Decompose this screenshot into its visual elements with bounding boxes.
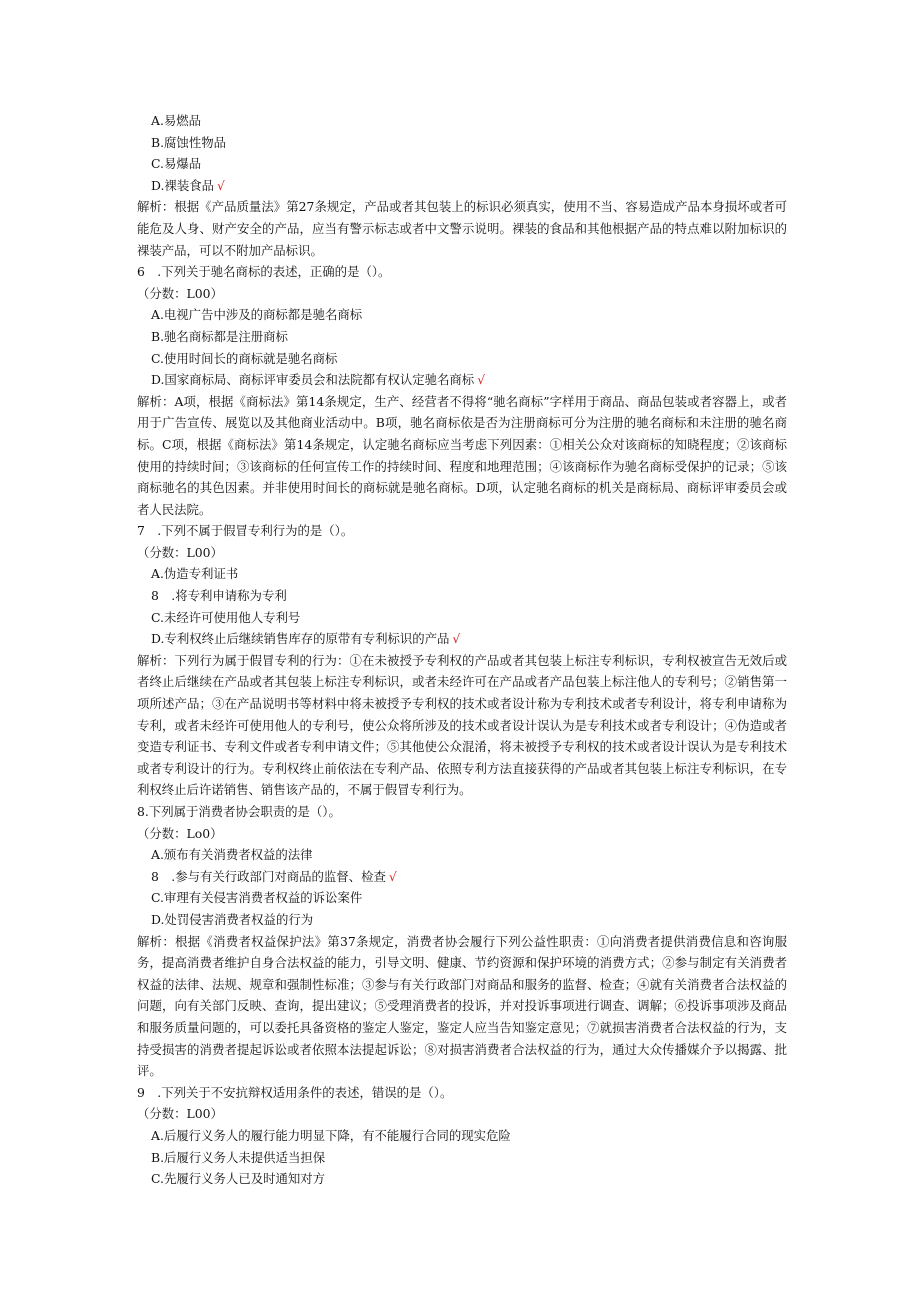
q5-explanation: 解析：根据《产品质量法》第27条规定，产品或者其包装上的标识必须真实，使用不当、容易造成产品本身损坏或者可能危及人身、财产安全的产品，应当有警示标志或者中文警示说明。裸装的食品和其他根据产品的特点难以附加标识的裸装产品，可以不附加产品标识。 [137, 199, 787, 258]
q7-option-a: A.伪造专利证书 [151, 566, 239, 582]
correct-check-icon: √ [477, 372, 486, 388]
q8-option-b-text: 8 .参与有关行政部门对商品的监督、检查 [151, 868, 386, 884]
q6-option-d-text: D.国家商标局、商标评审委员会和法院都有权认定驰名商标 [151, 372, 475, 388]
q9-option-b: B.后履行义务人未提供适当担保 [151, 1149, 326, 1165]
q5-option-a: A.易燃品 [151, 113, 202, 128]
q7-option-c: C.未经许可使用他人专利号 [151, 609, 301, 625]
q8-option-b [137, 866, 787, 888]
q7-option-d [137, 628, 787, 650]
q8-option-a: A.颁布有关消费者权益的法律 [151, 847, 313, 863]
correct-check-icon: √ [217, 177, 225, 193]
q8-explanation: 解析：根据《消费者权益保护法》第37条规定，消费者协会履行下列公益性职责：①向消费者提供消费信息和咨询服务，提高消费者维护自身合法权益的能力，引导文明、健康、节约资源和保护环境的消费方式；②参与制定有关消费者权益的法律、法规、规章和强制性标准；③参与有关行政部门对商品和服务的监督、检查；④就有关消费者合法权益的问题，向有关部门反映、查询，提出建议；⑤受理消费者的投诉，并对投诉事项进行调查、调解；⑥投诉事项涉及商品和服务质量问题的，可以委托具备资格的鉴定人鉴定，鉴定人应当告知鉴定意见；⑦就损害消费者合法权益的行为，支持受损害的消费者提起诉讼或者依照本法提起诉讼；⑧对损害消费者合法权益的行为，通过大众传播媒介予以揭露、批评。 [137, 933, 787, 1079]
q6-option-b: B.驰名商标都是注册商标 [151, 328, 288, 344]
q8-option-c: C.审理有关侵害消费者权益的诉讼案件 [151, 890, 363, 906]
q6-option-d [137, 369, 787, 391]
q5-option-c: C.易爆品 [151, 156, 202, 172]
q8-score: （分数：Lo0） [137, 825, 223, 841]
q9-option-c: C.先履行义务人已及时通知对方 [151, 1171, 326, 1187]
q6-explanation: 解析：A项，根据《商标法》第14条规定，生产、经营者不得将“驰名商标”字样用于商品、商品包装或者容器上，或者用于广告宣传、展览以及其他商业活动中。B项，驰名商标依是否为注册商标可分为注册的驰名商标和未注册的驰名商标。C项，根据《商标法》第14条规定，认定驰名商标应当考虑下列因素：①相关公众对该商标的知晓程度；②该商标使用的持续时间；③该商标的任何宣传工作的持续时间、程度和地理范围；④该商标作为驰名商标受保护的记录；⑤该商标驰名的其色因素。并非使用时间长的商标就是驰名商标。D项，认定驰名商标的机关是商标局、商标评审委员会或者人民法院。 [137, 393, 787, 517]
q8-option-d: D.处罚侵害消费者权益的行为 [151, 911, 314, 927]
document-content [137, 110, 787, 1190]
q5-option-b: B.腐蚀性物品 [151, 134, 226, 150]
q9-option-a: A.后履行义务人的履行能力明显下降，有不能履行合同的现实危险 [151, 1127, 511, 1143]
q7-question: 7 .下列不属于假冒专利行为的是（）。 [137, 523, 354, 539]
q5-option-d-text: D.裸装食品 [151, 177, 214, 193]
q6-option-c: C.使用时间长的商标就是驰名商标 [151, 350, 338, 366]
q6-question: 6 .下列关于驰名商标的表述，正确的是（）。 [137, 264, 391, 280]
q7-explanation: 解析：下列行为属于假冒专利的行为：①在未被授予专利权的产品或者其包装上标注专利标识，专利权被宣告无效后或者终止后继续在产品或者其包装上标注专利标识，或者未经许可在产品或者产品包装上标注他人的专利号；②销售第一项所述产品；③在产品说明书等材料中将未被授予专利权的技术或者设计称为专利技术或者专利设计，将专利申请称为专利，或者未经许可使用他人的专利号，使公众将所涉及的技术或者设计误认为是专利技术或者专利设计；④伪造或者变造专利证书、专利文件或者专利申请文件；⑤其他使公众混淆，将未被授予专利权的技术或者设计误认为是专利技术或者专利设计的行为。专利权终止前依法在专利产品、依照专利方法直接获得的产品或者其包装上标注专利标识，在专利权终止后许诺销售、销售该产品的，不属于假冒专利行为。 [137, 652, 787, 798]
q7-option-d-text: D.专利权终止后继续销售库存的原带有专利标识的产品 [151, 631, 450, 647]
q7-score: （分数：L00） [137, 544, 223, 560]
q5-option-d [137, 175, 787, 197]
correct-check-icon: √ [388, 868, 397, 884]
correct-check-icon: √ [452, 631, 461, 647]
q9-score: （分数：L00） [137, 1106, 223, 1122]
q9-question: 9 .下列关于不安抗辩权适用条件的表述，错误的是（）。 [137, 1084, 453, 1100]
q8-question: 8.下列属于消费者协会职责的是（）。 [137, 804, 341, 819]
q6-option-a: A.电视广告中涉及的商标都是驰名商标 [151, 307, 363, 323]
q7-option-b: 8 .将专利申请称为专利 [151, 588, 287, 604]
q6-score: （分数：L00） [137, 285, 223, 301]
